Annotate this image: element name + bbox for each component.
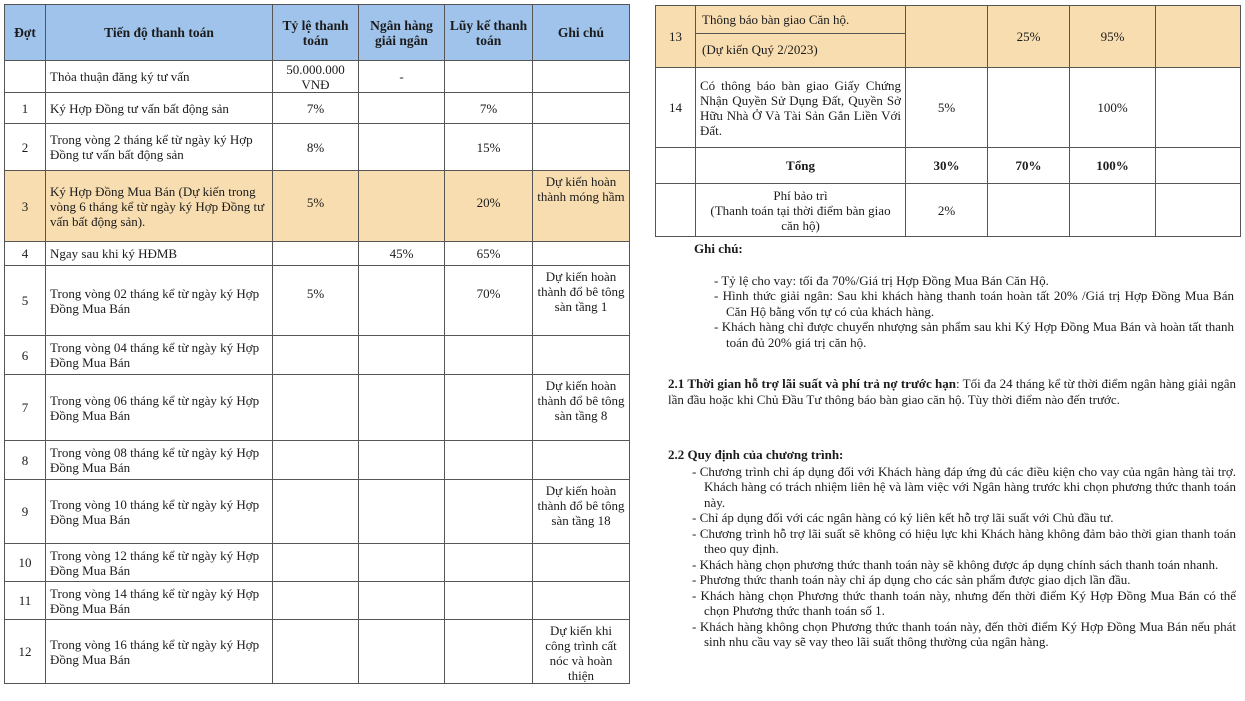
row-ty-le	[273, 480, 359, 544]
col-header-ty-le: Tỷ lệ thanh toán	[273, 5, 359, 61]
row-ghi-chu: Dự kiến hoàn thành móng hầm	[533, 171, 630, 242]
section-2-1-text: : Tối đa 24 tháng kể từ thời điểm ngân hàng giải ngân lần đầu hoặc khi Chủ Đầu Tư thông báo bàn giao căn hộ. Tùy thời điểm nào đến trước.	[668, 376, 1236, 407]
table-row	[5, 124, 630, 171]
rule-item: - Phương thức thanh toán này chỉ áp dụng cho các sản phẩm được giao dịch lần đầu.	[692, 572, 1131, 587]
row-tien-do-line1: Thông báo bàn giao Căn hộ.	[696, 6, 905, 34]
row-ngan-hang	[988, 184, 1070, 237]
row-ngan-hang	[359, 620, 445, 684]
section-2-2-list	[668, 464, 1236, 650]
row-tien-do: Trong vòng 04 tháng kể từ ngày ký Hợp Đồng Mua Bán	[46, 336, 273, 375]
row-luy-ke: 65%	[445, 242, 533, 266]
section-2-1	[668, 376, 1236, 407]
row-dot: 2	[5, 124, 46, 171]
row-luy-ke: 100%	[1070, 68, 1156, 148]
row-luy-ke	[445, 620, 533, 684]
maintenance-line2: (Thanh toán tại thời điểm bàn giao căn hộ)	[710, 202, 891, 233]
row-tien-do: Trong vòng 02 tháng kể từ ngày ký Hợp Đồng Mua Bán	[46, 266, 273, 336]
row-ty-le	[273, 336, 359, 375]
row-ngan-hang	[988, 68, 1070, 148]
table-row	[5, 441, 630, 480]
row-luy-ke: 20%	[445, 171, 533, 242]
note-item: - Hình thức giải ngân: Sau khi khách hàng thanh toán hoàn tất 20% /Giá trị Hợp Đồng Mua Bán Căn Hộ bằng vốn tự có của khách hàng.	[714, 288, 1234, 319]
row-ngan-hang	[359, 124, 445, 171]
col-header-ngan-hang: Ngân hàng giải ngân	[359, 5, 445, 61]
row-ty-le: 50.000.000 VNĐ	[273, 61, 359, 93]
total-luy-ke: 100%	[1070, 148, 1156, 184]
row-ngan-hang: 45%	[359, 242, 445, 266]
row-ghi-chu	[533, 544, 630, 582]
row-ghi-chu	[533, 124, 630, 171]
section-2-2	[668, 447, 1236, 650]
maintenance-row	[656, 184, 1241, 237]
notes-list	[694, 273, 1234, 351]
row-ghi-chu: Dự kiến hoàn thành đổ bê tông sàn tầng 8	[533, 375, 630, 441]
row-ghi-chu	[1156, 6, 1241, 68]
row-ghi-chu	[533, 61, 630, 93]
row-tien-do: Thỏa thuận đăng ký tư vấn	[46, 61, 273, 93]
row-tien-do-line2: (Dự kiến Quý 2/2023)	[702, 42, 818, 57]
row-dot: 13	[656, 6, 696, 68]
row-ngan-hang	[359, 544, 445, 582]
row-ty-le	[273, 582, 359, 620]
section-2-1-title: 2.1 Thời gian hỗ trợ lãi suất và phí trả nợ trước hạn	[668, 376, 956, 391]
row-ngan-hang: 25%	[988, 6, 1070, 68]
row-ngan-hang	[359, 171, 445, 242]
row-ty-le: 5%	[273, 266, 359, 336]
table-row	[5, 582, 630, 620]
row-luy-ke	[445, 61, 533, 93]
table-row	[5, 375, 630, 441]
rule-item: - Chỉ áp dụng đối với các ngân hàng có ký liên kết hỗ trợ lãi suất với Chủ đầu tư.	[692, 510, 1114, 525]
row-tien-do: Trong vòng 14 tháng kể từ ngày ký Hợp Đồng Mua Bán	[46, 582, 273, 620]
col-header-luy-ke: Lũy kế thanh toán	[445, 5, 533, 61]
table-row	[656, 68, 1241, 148]
row-ngan-hang	[359, 582, 445, 620]
payment-schedule-table-continued	[655, 5, 1241, 237]
row-tien-do: Ký Hợp Đồng tư vấn bất động sản	[46, 93, 273, 124]
row-ghi-chu: Dự kiến khi công trình cất nóc và hoàn thiện	[533, 620, 630, 684]
row-luy-ke	[445, 336, 533, 375]
row-dot: 12	[5, 620, 46, 684]
row-ty-le	[273, 242, 359, 266]
table-row	[5, 544, 630, 582]
row-dot	[656, 184, 696, 237]
note-item: - Tỷ lệ cho vay: tối đa 70%/Giá trị Hợp Đồng Mua Bán Căn Hộ.	[714, 272, 1049, 288]
row-dot: 1	[5, 93, 46, 124]
row-ty-le: 7%	[273, 93, 359, 124]
note-item: - Khách hàng chỉ được chuyển nhượng sản phẩm sau khi Ký Hợp Đồng Mua Bán và hoàn tất thanh toán đủ 20% giá trị căn hộ.	[714, 319, 1234, 350]
maintenance-label	[696, 184, 906, 237]
table-row	[5, 266, 630, 336]
row-tien-do	[696, 6, 906, 68]
row-ty-le	[273, 544, 359, 582]
total-ty-le: 30%	[906, 148, 988, 184]
row-dot	[5, 61, 46, 93]
table-row	[5, 242, 630, 266]
row-tien-do: Trong vòng 10 tháng kể từ ngày ký Hợp Đồng Mua Bán	[46, 480, 273, 544]
rule-item: - Khách hàng chọn Phương thức thanh toán này, nhưng đến thời điểm Ký Hợp Đồng Mua Bán có thể chọn Phương thức thanh toán số 1.	[692, 587, 1236, 618]
row-ty-le	[906, 6, 988, 68]
rule-item: - Khách hàng chọn phương thức thanh toán này sẽ không được áp dụng chính sách thanh toán nhanh.	[692, 556, 1219, 572]
col-header-ghi-chu: Ghi chú	[533, 5, 630, 61]
row-luy-ke	[445, 582, 533, 620]
table-row	[5, 93, 630, 124]
row-tien-do: Ngay sau khi ký HĐMB	[46, 242, 273, 266]
row-ghi-chu	[533, 336, 630, 375]
row-ghi-chu: Dự kiến hoàn thành đổ bê tông sàn tầng 18	[533, 480, 630, 544]
row-ghi-chu: Dự kiến hoàn thành đổ bê tông sàn tầng 1	[533, 266, 630, 336]
row-tien-do: Trong vòng 06 tháng kể từ ngày ký Hợp Đồng Mua Bán	[46, 375, 273, 441]
row-luy-ke	[445, 441, 533, 480]
row-ghi-chu	[1156, 68, 1241, 148]
row-ngan-hang	[359, 375, 445, 441]
table-row	[5, 620, 630, 684]
row-luy-ke: 7%	[445, 93, 533, 124]
row-luy-ke	[445, 375, 533, 441]
row-ghi-chu	[533, 582, 630, 620]
row-ty-le	[273, 620, 359, 684]
table-row	[656, 6, 1241, 68]
rule-item: - Khách hàng không chọn Phương thức thanh toán này, đến thời điểm Ký Hợp Đồng Mua Bán nếu phát sinh nhu cầu vay sẽ vay theo lãi suất thông thường của ngân hàng.	[692, 618, 1236, 649]
payment-schedule-table	[4, 4, 630, 684]
row-luy-ke	[445, 544, 533, 582]
row-luy-ke	[1070, 184, 1156, 237]
row-tien-do: Trong vòng 08 tháng kể từ ngày ký Hợp Đồng Mua Bán	[46, 441, 273, 480]
row-ngan-hang	[359, 480, 445, 544]
row-luy-ke: 15%	[445, 124, 533, 171]
row-ty-le	[273, 375, 359, 441]
maintenance-line1: Phí bảo trì	[773, 187, 828, 203]
rule-item: - Chương trình hỗ trợ lãi suất sẽ không có hiệu lực khi Khách hàng không đảm bảo thời gian thanh toán theo quy định.	[692, 525, 1236, 556]
row-ngan-hang: -	[359, 61, 445, 93]
row-ty-le: 8%	[273, 124, 359, 171]
section-2-2-title: 2.2 Quy định của chương trình:	[668, 447, 844, 462]
notes-block	[694, 241, 1234, 350]
row-ngan-hang	[359, 266, 445, 336]
row-dot: 8	[5, 441, 46, 480]
row-dot: 4	[5, 242, 46, 266]
row-dot: 5	[5, 266, 46, 336]
row-ghi-chu	[533, 93, 630, 124]
row-ghi-chu	[1156, 148, 1241, 184]
total-ngan-hang: 70%	[988, 148, 1070, 184]
row-ngan-hang	[359, 441, 445, 480]
table-row	[5, 336, 630, 375]
table-header-row	[5, 5, 630, 61]
row-tien-do: Trong vòng 2 tháng kể từ ngày ký Hợp Đồng tư vấn bất động sản	[46, 124, 273, 171]
row-ghi-chu	[533, 441, 630, 480]
col-header-tien-do: Tiến độ thanh toán	[46, 5, 273, 61]
row-dot: 3	[5, 171, 46, 242]
row-ngan-hang	[359, 336, 445, 375]
row-luy-ke: 70%	[445, 266, 533, 336]
rule-item: - Chương trình chỉ áp dụng đối với Khách hàng đáp ứng đủ các điều kiện cho vay của ngân hàng tài trợ. Khách hàng có trách nhiệm liên hệ và làm việc với Ngân hàng trước khi chọn phương thức thanh toán này.	[692, 463, 1236, 510]
row-tien-do: Ký Hợp Đồng Mua Bán (Dự kiến trong vòng 6 tháng kể từ ngày ký Hợp Đồng tư vấn bất động sản).	[46, 171, 273, 242]
row-dot: 14	[656, 68, 696, 148]
row-ty-le: 5%	[906, 68, 988, 148]
table-row	[5, 171, 630, 242]
row-dot	[656, 148, 696, 184]
col-header-dot: Đợt	[5, 5, 46, 61]
row-ghi-chu	[533, 242, 630, 266]
row-luy-ke: 95%	[1070, 6, 1156, 68]
row-luy-ke	[445, 480, 533, 544]
maintenance-ty-le: 2%	[906, 184, 988, 237]
row-dot: 9	[5, 480, 46, 544]
table-row	[5, 61, 630, 93]
row-ty-le: 5%	[273, 171, 359, 242]
row-dot: 7	[5, 375, 46, 441]
row-tien-do: Trong vòng 12 tháng kể từ ngày ký Hợp Đồng Mua Bán	[46, 544, 273, 582]
table-row	[5, 480, 630, 544]
total-label: Tổng	[696, 148, 906, 184]
row-tien-do: Có thông báo bàn giao Giấy Chứng Nhận Quyền Sử Dụng Đất, Quyền Sở Hữu Nhà Ở Và Tài Sản Gắn Liền Với Đất.	[696, 68, 906, 148]
row-ngan-hang	[359, 93, 445, 124]
row-ty-le	[273, 441, 359, 480]
row-dot: 6	[5, 336, 46, 375]
notes-title: Ghi chú:	[694, 241, 743, 256]
row-dot: 11	[5, 582, 46, 620]
total-row	[656, 148, 1241, 184]
row-tien-do: Trong vòng 16 tháng kể từ ngày ký Hợp Đồng Mua Bán	[46, 620, 273, 684]
row-dot: 10	[5, 544, 46, 582]
row-ghi-chu	[1156, 184, 1241, 237]
